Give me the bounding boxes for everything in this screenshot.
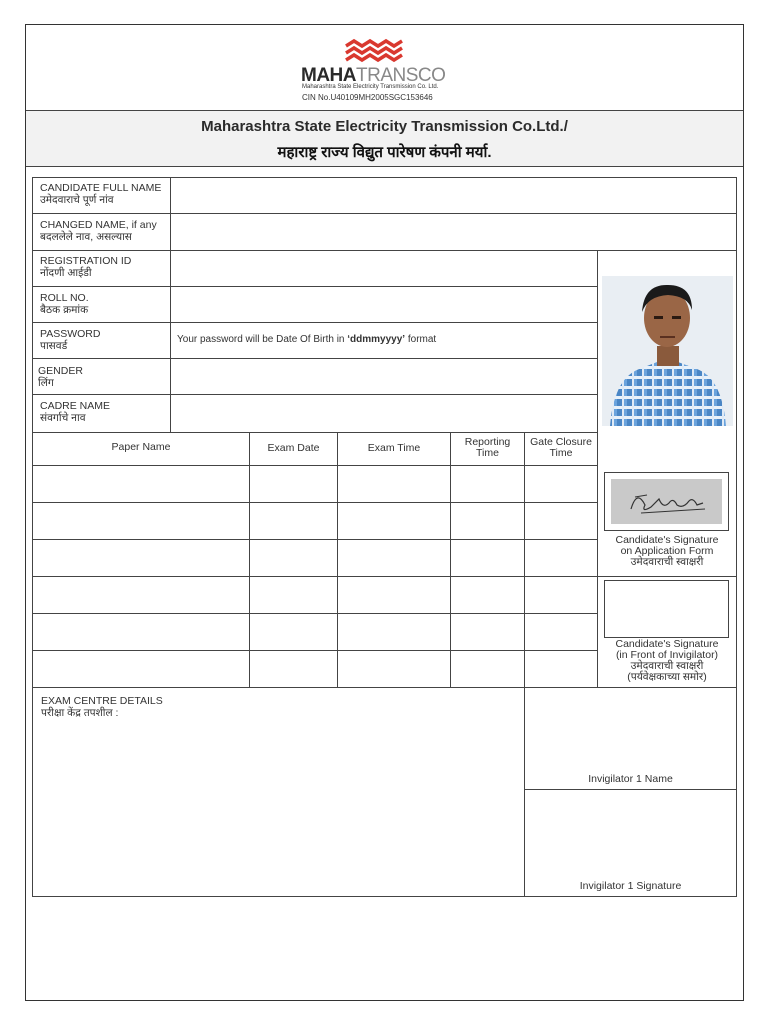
invigilator-signature-box[interactable] [604, 580, 729, 638]
exam-centre-label-en: EXAM CENTRE DETAILS [41, 695, 163, 707]
label-gender-mr: लिंग [38, 377, 54, 389]
signature-image [611, 479, 722, 524]
invig-sig-mr1: उमेदवाराची स्वाक्षरी [630, 660, 704, 672]
invigilator-name-label: Invigilator 1 Name [588, 773, 673, 785]
application-signature-box [604, 472, 729, 531]
label-roll-no-en: ROLL NO. [40, 292, 89, 304]
value-full-name[interactable] [171, 178, 736, 213]
col-reporting-line2: Time [476, 447, 499, 459]
invig-sig-mr2: (पर्यवेक्षकाच्या समोर) [627, 671, 707, 683]
label-roll-no [40, 292, 89, 316]
label-full-name-en: CANDIDATE FULL NAME [40, 182, 162, 194]
app-sig-line1: Candidate's Signature [615, 534, 719, 546]
logo-subtitle: Maharashtra State Electricity Transmission Co. Ltd. [302, 84, 439, 90]
label-cadre-name-mr: संवर्गाचे नाव [40, 412, 86, 424]
label-gender-en: GENDER [38, 365, 83, 377]
label-password-en: PASSWORD [40, 328, 101, 340]
password-format: ‘ddmmyyyy’ [347, 334, 406, 345]
label-full-name [40, 182, 161, 206]
app-sig-line2: on Application Form [620, 545, 714, 557]
label-changed-name-mr: बदललेले नाव, असल्यास [40, 231, 132, 243]
application-signature-caption [598, 535, 736, 568]
title-band [26, 110, 743, 167]
invig-sig-line2: (in Front of Invigilator) [615, 649, 719, 661]
logo-area [26, 25, 743, 110]
cin-number: CIN No.U40109MH2005SGC153646 [302, 93, 433, 102]
label-password [40, 328, 100, 352]
invigilator-signature-caption [598, 639, 736, 683]
label-changed-name-en: CHANGED NAME, if any [40, 219, 157, 231]
label-cadre-name-en: CADRE NAME [40, 400, 111, 412]
label-roll-no-mr: बैठक क्रमांक [40, 304, 89, 316]
logo-wordmark-bold: MAHA [301, 65, 356, 86]
value-roll-no[interactable] [171, 287, 597, 322]
password-note-pre: Your password will be Date Of Birth in [177, 334, 348, 345]
mahatransco-logo-icon [344, 38, 406, 64]
col-gate-closure-time [525, 437, 597, 459]
label-changed-name [40, 219, 157, 243]
logo-wordmark-light: TRANSCO [356, 65, 446, 86]
candidate-photo [602, 276, 733, 426]
value-cadre-name[interactable] [171, 395, 597, 432]
invig-sig-line1: Candidate's Signature [615, 638, 719, 650]
value-registration-id[interactable] [171, 251, 597, 286]
col-reporting-time [451, 437, 524, 459]
label-gender [38, 365, 83, 389]
col-reporting-line1: Reporting [464, 436, 511, 448]
company-title-en: Maharashtra State Electricity Transmission Co.Ltd./ [201, 118, 568, 135]
label-registration-id-mr: नोंदणी आईडी [40, 267, 92, 279]
label-full-name-mr: उमेदवाराचे पूर्ण नांव [40, 194, 114, 206]
label-registration-id [40, 255, 131, 279]
col-exam-time: Exam Time [367, 442, 421, 454]
label-registration-id-en: REGISTRATION ID [40, 255, 132, 267]
col-paper-name: Paper Name [111, 441, 171, 453]
value-gender[interactable] [171, 359, 597, 394]
candidate-photo-icon [602, 276, 733, 426]
exam-centre-label [41, 695, 163, 719]
invigilator-signature-label: Invigilator 1 Signature [579, 880, 682, 892]
value-changed-name[interactable] [171, 214, 736, 250]
signature-scribble-icon [611, 479, 722, 524]
password-note [177, 334, 436, 346]
label-password-mr: पासवर्ड [40, 340, 68, 352]
col-exam-date: Exam Date [267, 442, 320, 454]
exam-centre-label-mr: परीक्षा केंद्र तपशील : [41, 707, 119, 719]
label-cadre-name [40, 400, 110, 424]
col-gate-line1: Gate Closure [530, 436, 592, 448]
password-note-post: format [405, 334, 437, 345]
company-title-mr: महाराष्ट्र राज्य विद्युत पारेषण कंपनी मर्या. [277, 144, 492, 161]
col-gate-line2: Time [549, 447, 573, 459]
app-sig-mr: उमेदवाराची स्वाक्षरी [630, 556, 704, 568]
